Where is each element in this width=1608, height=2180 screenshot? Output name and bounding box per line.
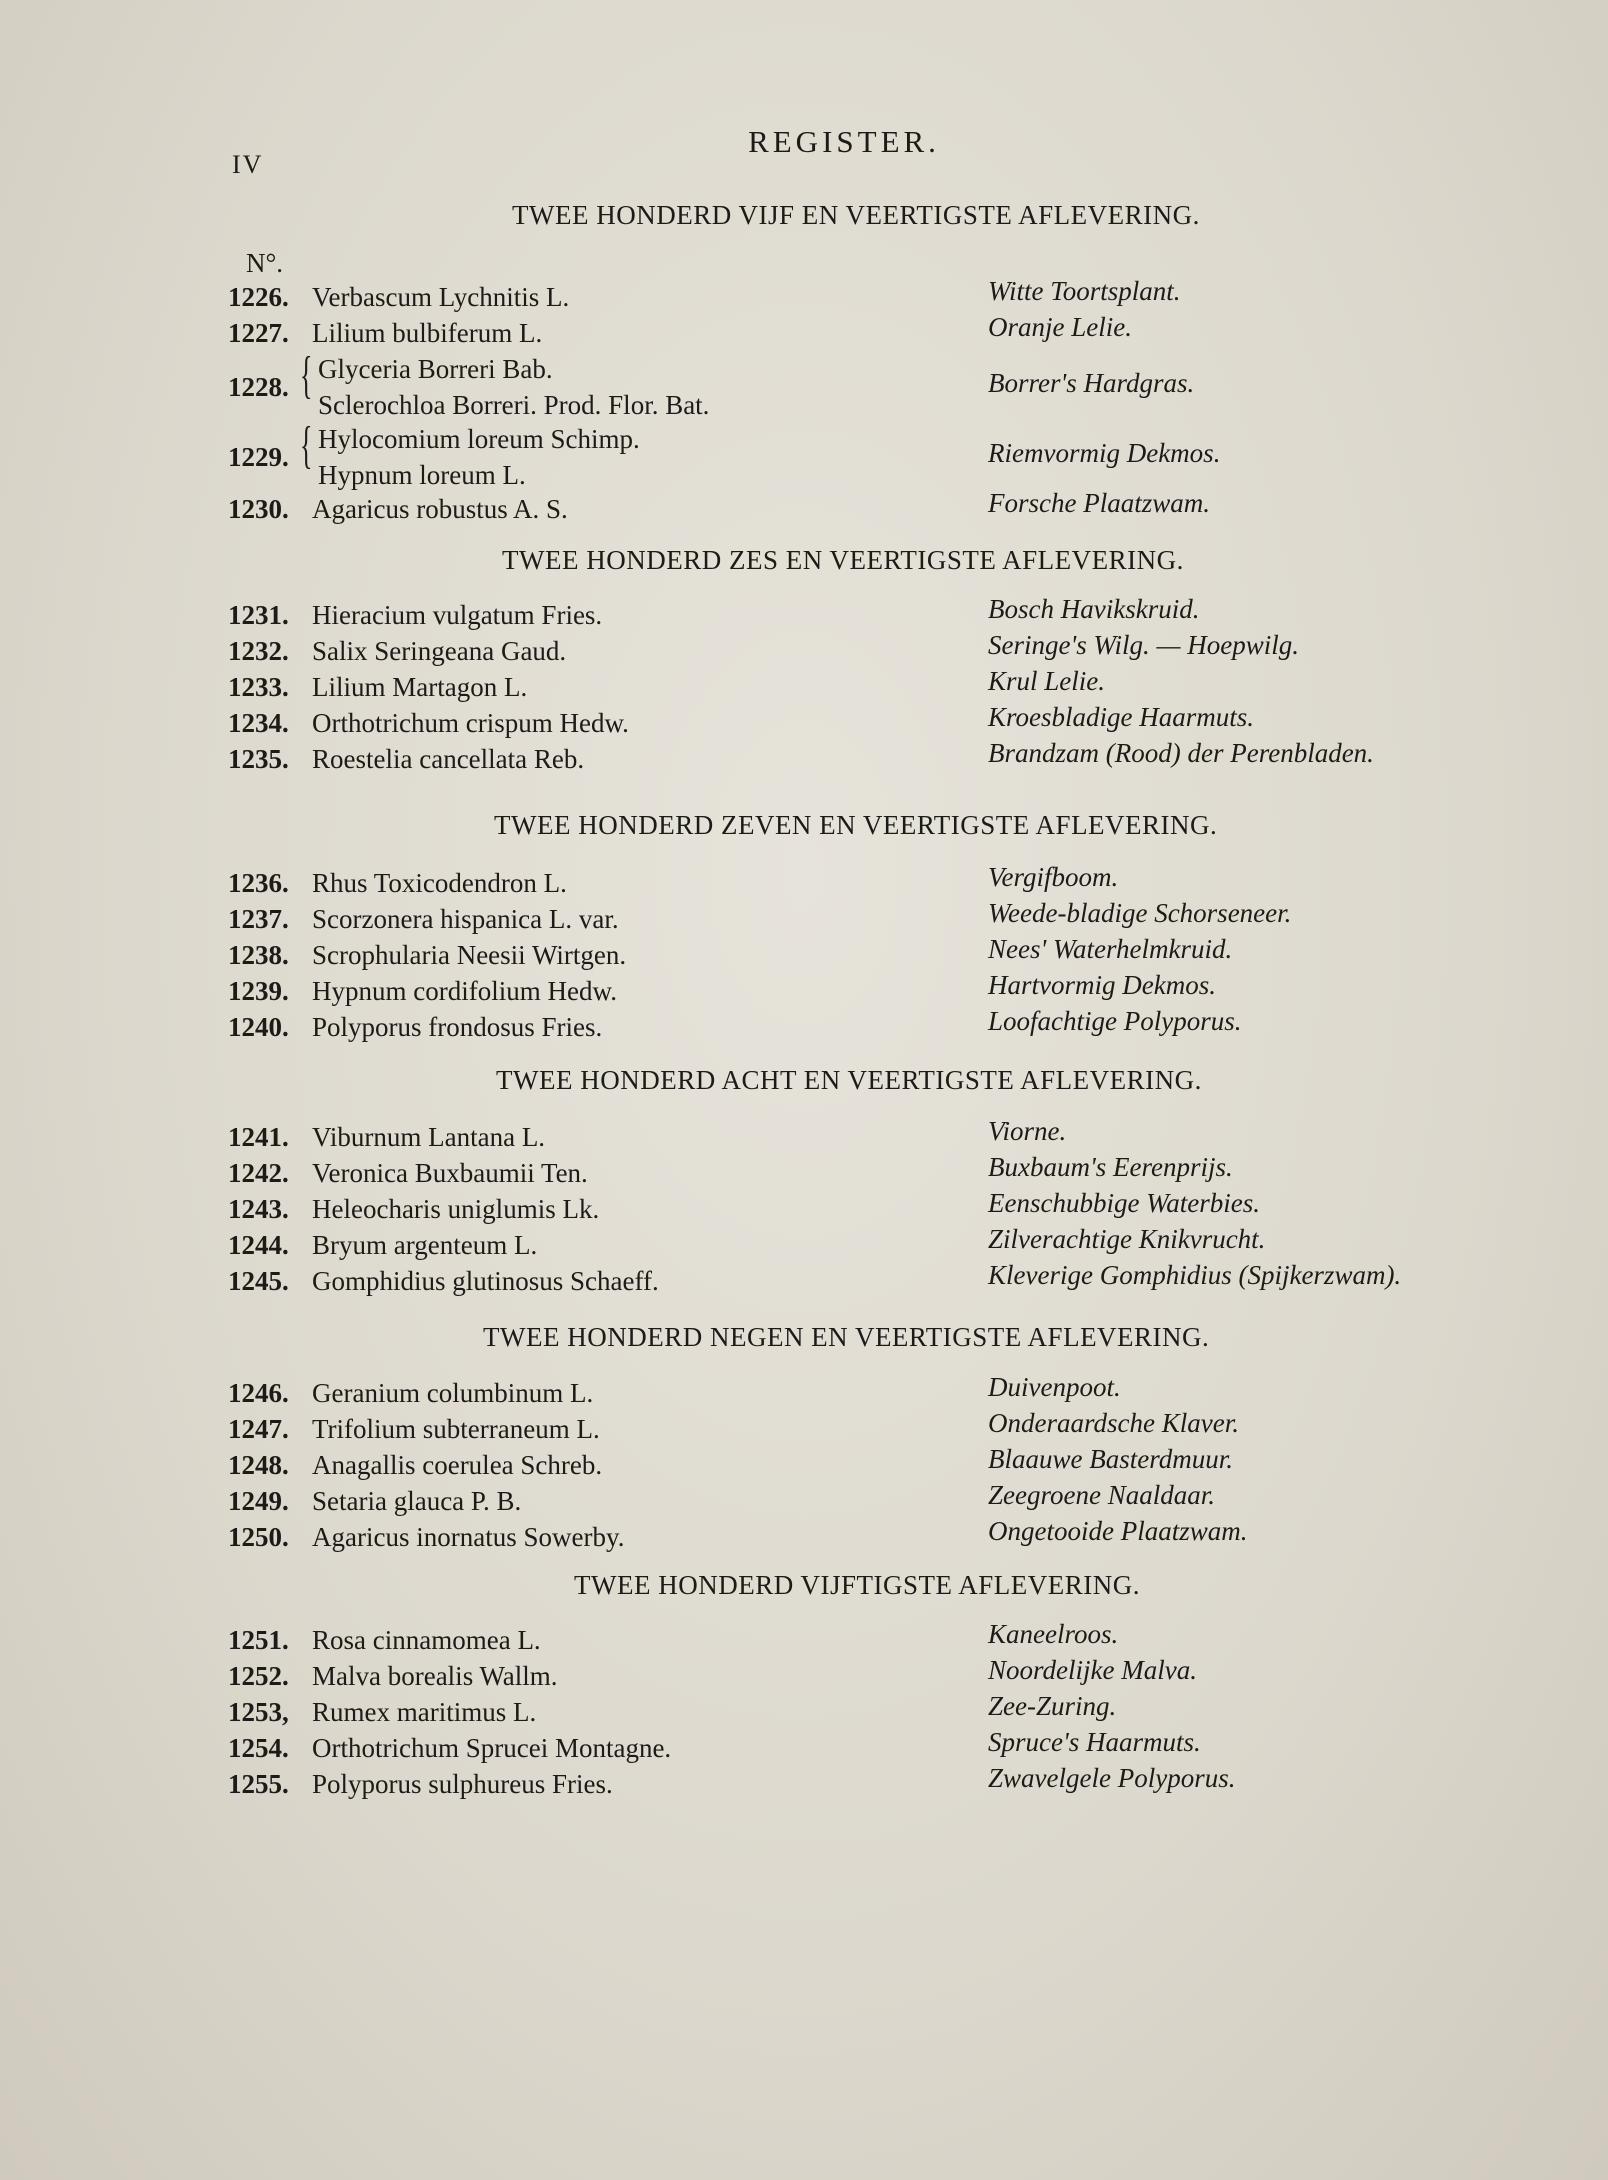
scientific-name: Lilium Martagon L. [312,672,528,702]
dutch-name: Blaauwe Basterdmuur. [988,1444,1233,1474]
entry-number: 1241. [228,1122,289,1152]
brace-mark: { [300,347,313,404]
section-heading: TWEE HONDERD ZES EN VEERTIGSTE AFLEVERING. [502,545,1184,575]
scientific-name: Orthotrichum Sprucei Montagne. [312,1733,672,1763]
entry-number: 1248. [228,1450,289,1480]
entry-number: 1233. [228,672,289,702]
scientific-name: Polyporus frondosus Fries. [312,1012,603,1042]
dutch-name: Seringe's Wilg. — Hoepwilg. [988,630,1300,660]
entry-number: 1234. [228,708,289,738]
dutch-name: Kleverige Gomphidius (Spijkerzwam). [988,1260,1402,1290]
dutch-name: Duivenpoot. [988,1372,1121,1402]
entry-number: 1238. [228,940,289,970]
dutch-name: Buxbaum's Eerenprijs. [988,1152,1233,1182]
dutch-name: Nees' Waterhelmkruid. [988,934,1233,964]
dutch-name: Zwavelgele Polyporus. [988,1763,1236,1793]
dutch-name: Zee-Zuring. [988,1691,1117,1721]
scientific-name: Salix Seringeana Gaud. [312,636,567,666]
scientific-name: Lilium bulbiferum L. [312,318,543,348]
dutch-name: Loofachtige Polyporus. [988,1006,1242,1036]
scientific-name: Rhus Toxicodendron L. [312,868,567,898]
entry-number: 1230. [228,494,289,524]
scientific-name: Trifolium subterraneum L. [312,1414,600,1444]
page-title: REGISTER. [748,124,940,159]
section-heading: TWEE HONDERD ZEVEN EN VEERTIGSTE AFLEVERING. [494,810,1218,840]
dutch-name: Kaneelroos. [988,1619,1119,1649]
entry-number: 1235. [228,744,289,774]
scientific-name: Veronica Buxbaumii Ten. [312,1158,588,1188]
dutch-name: Brandzam (Rood) der Perenbladen. [988,738,1374,768]
entry-number: 1226. [228,282,289,312]
dutch-name: Bosch Havikskruid. [988,594,1200,624]
dutch-name: Hartvormig Dekmos. [988,970,1216,1000]
scientific-name: Scorzonera hispanica L. var. [312,904,619,934]
scientific-name: Polyporus sulphureus Fries. [312,1769,613,1799]
dutch-name: Weede-bladige Schorseneer. [988,898,1292,928]
entry-number: 1236. [228,868,289,898]
dutch-name: Oranje Lelie. [988,312,1132,342]
entry-number: 1239. [228,976,289,1006]
entry-number: 1227. [228,318,289,348]
dutch-name: Krul Lelie. [988,666,1106,696]
scientific-name: Gomphidius glutinosus Schaeff. [312,1266,659,1296]
section-heading: TWEE HONDERD VIJF EN VEERTIGSTE AFLEVERING. [512,200,1200,230]
entry-number: 1246. [228,1378,289,1408]
dutch-name: Zeegroene Naaldaar. [988,1480,1215,1510]
scientific-name: Heleocharis uniglumis Lk. [312,1194,600,1224]
scientific-name: Hieracium vulgatum Fries. [312,600,603,630]
scientific-name: Hylocomium loreum Schimp. [318,424,640,454]
dutch-name: Vergifboom. [988,862,1119,892]
scientific-name: Agaricus inornatus Sowerby. [312,1522,625,1552]
scientific-name: Rumex maritimus L. [312,1697,537,1727]
entry-number: 1254. [228,1733,289,1763]
entry-number: 1255. [228,1769,289,1799]
entry-number: 1242. [228,1158,289,1188]
scientific-synonym: Sclerochloa Borreri. Prod. Flor. Bat. [318,390,710,420]
entry-number: 1250. [228,1522,289,1552]
dutch-name: Kroesbladige Haarmuts. [988,702,1255,732]
section-heading: TWEE HONDERD VIJFTIGSTE AFLEVERING. [574,1570,1140,1600]
dutch-name: Viorne. [988,1116,1067,1146]
entry-number: 1240. [228,1012,289,1042]
dutch-name: Onderaardsche Klaver. [988,1408,1239,1438]
scientific-name: Rosa cinnamomea L. [312,1625,541,1655]
dutch-name: Zilverachtige Knikvrucht. [988,1224,1266,1254]
scientific-name: Glyceria Borreri Bab. [318,354,553,384]
dutch-name: Spruce's Haarmuts. [988,1727,1201,1757]
scientific-name: Setaria glauca P. B. [312,1486,522,1516]
scientific-name: Viburnum Lantana L. [312,1122,546,1152]
entry-number: 1245. [228,1266,289,1296]
dutch-name: Borrer's Hardgras. [988,368,1195,398]
entry-number: 1251. [228,1625,289,1655]
scientific-name: Roestelia cancellata Reb. [312,744,585,774]
section-heading: TWEE HONDERD NEGEN EN VEERTIGSTE AFLEVERING. [483,1322,1210,1352]
brace-mark: { [300,417,313,474]
entry-number: 1228. [228,372,289,402]
scientific-name: Anagallis coerulea Schreb. [312,1450,603,1480]
section-heading: TWEE HONDERD ACHT EN VEERTIGSTE AFLEVERING. [496,1065,1202,1095]
scientific-name: Orthotrichum crispum Hedw. [312,708,629,738]
scientific-synonym: Hypnum loreum L. [318,460,526,490]
number-column-label: N°. [246,248,284,278]
entry-number: 1229. [228,442,289,472]
dutch-name: Forsche Plaatzwam. [988,488,1210,518]
scientific-name: Agaricus robustus A. S. [312,494,568,524]
entry-number: 1252. [228,1661,289,1691]
scientific-name: Hypnum cordifolium Hedw. [312,976,617,1006]
page-number: IV [232,150,264,179]
entry-number: 1243. [228,1194,289,1224]
scientific-name: Geranium columbinum L. [312,1378,594,1408]
dutch-name: Riemvormig Dekmos. [988,438,1221,468]
dutch-name: Ongetooide Plaatzwam. [988,1516,1248,1546]
entry-number: 1253, [228,1697,289,1727]
scientific-name: Verbascum Lychnitis L. [312,282,570,312]
dutch-name: Eenschubbige Waterbies. [988,1188,1260,1218]
dutch-name: Witte Toortsplant. [988,276,1181,306]
entry-number: 1237. [228,904,289,934]
entry-number: 1247. [228,1414,289,1444]
scientific-name: Scrophularia Neesii Wirtgen. [312,940,627,970]
entry-number: 1249. [228,1486,289,1516]
scientific-name: Malva borealis Wallm. [312,1661,558,1691]
entry-number: 1232. [228,636,289,666]
scientific-name: Bryum argenteum L. [312,1230,538,1260]
dutch-name: Noordelijke Malva. [988,1655,1197,1685]
entry-number: 1244. [228,1230,289,1260]
entry-number: 1231. [228,600,289,630]
